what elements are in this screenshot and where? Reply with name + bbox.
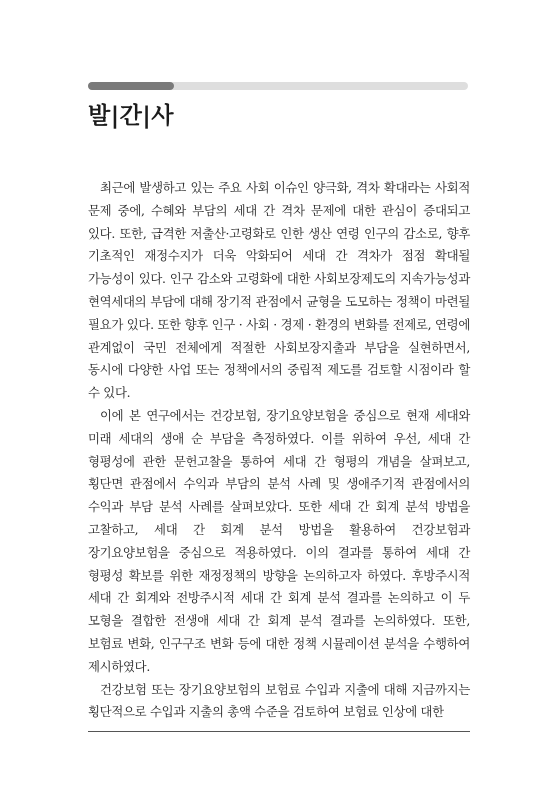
footer-divider (88, 731, 470, 732)
header-decoration-bar (88, 82, 468, 90)
body-text (88, 177, 470, 724)
paragraph-2: 이에 본 연구에서는 건강보험, 장기요양보험을 중심으로 현재 세대와 미래 세대의 생애 순 부담을 측정하였다. 이를 위하여 우선, 세대 간 형평성에 관한 문헌고찰을 통하여 세대 간 형평의 개념을 살펴보고, 횡단면 관점에서 수익과 부담의 분석 사례 및 생애주기적 관점에서의 수익과 부담 분석 사례를 살펴보았다. 또한 세대 간 회계 분석 방법을 고찰하고, 세대 간 회계 분석 방법을 활용하여 건강보험과 장기요양보험을 중심으로 적용하였다. 이의 결과를 통하여 세대 간 형평성 확보를 위한 재정정책의 방향을 논의하고자 하였다. 후방주시적 세대 간 회계와 전방주시적 세대 간 회계 분석 결과를 논의하고 이 두 모형을 결합한 전생애 세대 간 회계 분석 결과를 논의하였다. 또한, 보험료 변화, 인구구조 변화 등에 대한 정책 시뮬레이션 분석을 수행하여 제시하였다. (88, 407, 470, 674)
paragraph-1: 최근에 발생하고 있는 주요 사회 이슈인 양극화, 격차 확대라는 사회적 문제 중에, 수혜와 부담의 세대 간 격차 문제에 대한 관심이 증대되고 있다. 또한, 급격한 저출산·고령화로 인한 생산 연령 인구의 감소로, 향후 기초적인 재정수지가 더욱 악화되어 세대 간 격차가 점점 확대될 가능성이 있다. 인구 감소와 고령화에 대한 사회보장제도의 지속가능성과 현역세대의 부담에 대해 장기적 관점에서 균형을 도모하는 정책이 마련될 필요가 있다. 또한 향후 인구 · 사회 · 경제 · 환경의 변화를 전제로, 연령에 관계없이 국민 전체에게 적절한 사회보장지출과 부담을 실현하면서, 동시에 다양한 사업 또는 정책에서의 중립적 제도를 검토할 시점이라 할 수 있다. (88, 180, 470, 401)
page-title: 발|간|사 (88, 103, 174, 129)
header-decoration-accent (88, 82, 174, 90)
paragraph-3: 건강보험 또는 장기요양보험의 보험료 수입과 지출에 대해 지금까지는 횡단적으로 수입과 지출의 총액 수준을 검토하여 보험료 인상에 대한 (88, 681, 470, 720)
